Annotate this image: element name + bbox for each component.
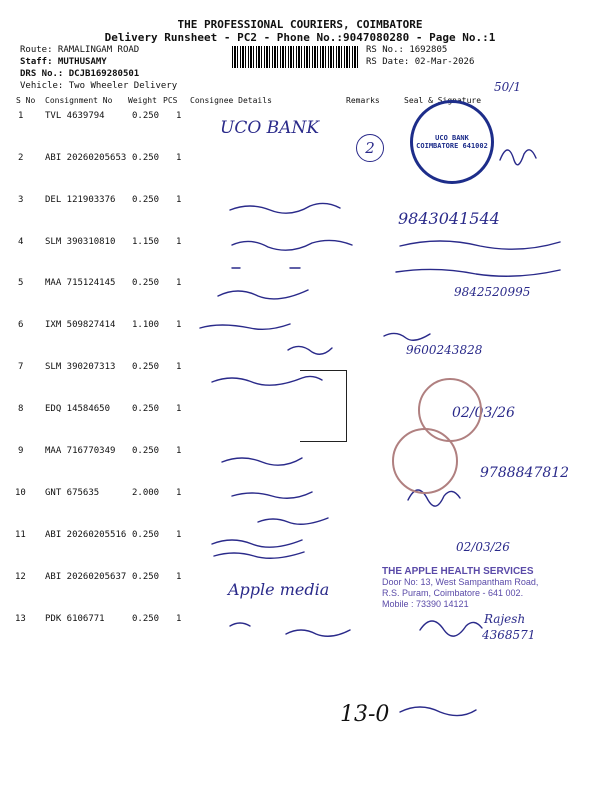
handwritten-total: 13-0 (340, 702, 390, 727)
row-weight: 0.250 (132, 111, 160, 121)
rs-date: RS Date: 02-Mar-2026 (366, 57, 475, 67)
handwritten-circled-count: 2 (356, 134, 384, 162)
col-pcs: PCS (163, 96, 178, 105)
row-pcs: 1 (176, 530, 182, 540)
row-weight: 1.100 (132, 320, 160, 330)
row-weight: 1.150 (132, 237, 160, 247)
row-consignment: MAA 716770349 (45, 446, 116, 456)
document-title: THE PROFESSIONAL COURIERS, COIMBATORE (177, 18, 423, 31)
col-consignee: Consignee Details (190, 96, 272, 105)
signature-scribble (212, 540, 302, 547)
row-pcs: 1 (176, 614, 182, 624)
rs-number: RS No.: 1692805 (366, 45, 448, 55)
row-weight: 0.250 (132, 362, 160, 372)
row-sno: 5 (18, 278, 24, 288)
row-pcs: 1 (176, 572, 182, 582)
row-weight: 0.250 (132, 153, 160, 163)
row-sno: 3 (18, 195, 24, 205)
row-consignment: SLM 390207313 (45, 362, 116, 372)
stamp-company-name: THE APPLE HEALTH SERVICES (382, 566, 534, 577)
signature-scribble (400, 241, 560, 249)
route-label: Route: RAMALINGAM ROAD (20, 45, 140, 55)
row-consignment: IXM 509827414 (45, 320, 116, 330)
row-sno: 8 (18, 404, 24, 414)
signature-scribble (420, 621, 482, 636)
stamp-mobile: Mobile : 73390 14121 (382, 599, 469, 609)
handwritten-date: 02/03/26 (452, 405, 515, 421)
signature-scribble (286, 630, 350, 636)
row-sno: 6 (18, 320, 24, 330)
signature-scribble (384, 333, 430, 340)
row-pcs: 1 (176, 153, 182, 163)
row-sno: 11 (15, 530, 26, 540)
row-weight: 0.250 (132, 614, 160, 624)
col-remarks: Remarks (346, 96, 380, 105)
staff-label: Staff: MUTHUSAMY (20, 57, 107, 67)
signature-scribble (214, 552, 304, 558)
signature-scribble (232, 240, 352, 250)
row-consignment: PDK 6106771 (45, 614, 105, 624)
handwritten-receiver-name: Rajesh (484, 612, 526, 626)
col-seal-signature: Seal & Signature (404, 96, 482, 105)
drs-number: DRS No.: DCJB169280501 (20, 69, 140, 79)
handwritten-phone: 9842520995 (454, 285, 531, 299)
signature-scribble (218, 290, 308, 299)
row-pcs: 1 (176, 111, 182, 121)
signature-scribble (230, 623, 250, 626)
row-weight: 0.250 (132, 572, 160, 582)
row-pcs: 1 (176, 320, 182, 330)
row-sno: 1 (18, 111, 24, 121)
handwritten-phone: 9843041544 (398, 209, 500, 228)
row-pcs: 1 (176, 278, 182, 288)
row-consignment: DEL 121903376 (45, 195, 116, 205)
handwritten-consignee: UCO BANK (220, 118, 320, 138)
handwritten-bracket (300, 370, 347, 442)
stamp-address-line: R.S. Puram, Coimbatore - 641 002. (382, 588, 524, 598)
row-pcs: 1 (176, 488, 182, 498)
signature-scribble (222, 458, 302, 465)
signature-scribble (288, 346, 332, 354)
row-consignment: GNT 675635 (45, 488, 100, 498)
signature-scribble (200, 324, 290, 329)
row-sno: 10 (15, 488, 26, 498)
col-sno: S No (16, 96, 36, 105)
document-subtitle: Delivery Runsheet - PC2 - Phone No.:9047080280 - Page No.:1 (104, 31, 496, 44)
row-weight: 0.250 (132, 278, 160, 288)
row-consignment: ABI 20260205516 (45, 530, 127, 540)
row-sno: 2 (18, 153, 24, 163)
row-consignment: ABI 20260205653 (45, 153, 127, 163)
apple-health-stamp (382, 566, 577, 610)
signature-scribble (396, 269, 560, 276)
row-pcs: 1 (176, 195, 182, 205)
col-weight: Weight (128, 96, 157, 105)
stamp-address-line: Door No: 13, West Sampantham Road, (382, 577, 539, 587)
row-weight: 2.000 (132, 488, 160, 498)
signature-scribble (258, 518, 328, 524)
handwritten-phone: 9788847812 (480, 465, 570, 481)
uco-bank-stamp: UCO BANK COIMBATORE 641002 (410, 100, 494, 184)
row-sno: 9 (18, 446, 24, 456)
row-sno: 12 (15, 572, 26, 582)
row-sno: 4 (18, 237, 24, 247)
row-weight: 0.250 (132, 404, 160, 414)
row-consignment: SLM 390310810 (45, 237, 116, 247)
signature-scribble (500, 150, 536, 165)
signature-scribble (232, 492, 312, 498)
handwritten-date: 02/03/26 (456, 540, 510, 554)
row-weight: 0.250 (132, 195, 160, 205)
signature-scribble (400, 707, 476, 716)
handwritten-phone: 9600243828 (406, 343, 483, 357)
row-sno: 13 (15, 614, 26, 624)
row-sno: 7 (18, 362, 24, 372)
row-weight: 0.250 (132, 446, 160, 456)
handwritten-consignee: Apple media (228, 580, 330, 599)
seal-stamp (392, 428, 458, 494)
row-weight: 0.250 (132, 530, 160, 540)
row-pcs: 1 (176, 237, 182, 247)
vehicle-label: Vehicle: Two Wheeler Delivery (20, 81, 178, 91)
handwritten-page-count: 50/1 (494, 80, 521, 94)
row-consignment: MAA 715124145 (45, 278, 116, 288)
row-pcs: 1 (176, 446, 182, 456)
row-consignment: ABI 20260205637 (45, 572, 127, 582)
signature-scribble (230, 203, 340, 213)
row-consignment: EDQ 14584650 (45, 404, 111, 414)
row-pcs: 1 (176, 362, 182, 372)
col-consignment: Consignment No (45, 96, 113, 105)
handwritten-receiver-number: 4368571 (482, 628, 536, 642)
row-pcs: 1 (176, 404, 182, 414)
row-consignment: TVL 4639794 (45, 111, 105, 121)
